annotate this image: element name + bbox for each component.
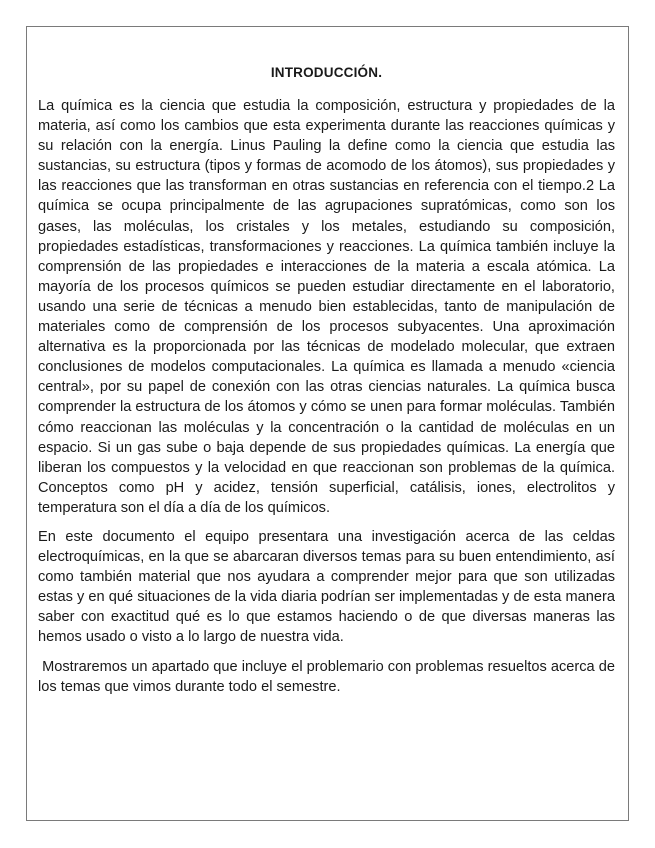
intro-paragraph-1: La química es la ciencia que estudia la composición, estructura y propiedades de la materia, así como los cambios que esta experimenta durante las reacciones químicas y su relación con la energía. Linus Pauling la define como la ciencia que estudia las sustancias, su estructura (tipos y formas de acomodo de los átomos), sus propiedades y las reacciones que las transforman en otras sustancias en referencia con el tiempo.2 La química se ocupa principalmente de las agrupaciones supratómicas, como son los gases, las moléculas, los cristales y los metales, estudiando su composición, propiedades estadísticas, transformaciones y reacciones. La química también incluye la comprensión de las propiedades e interacciones de la materia a escala atómica. La mayoría de los procesos químicos se pueden estudiar directamente en el laboratorio, usando una serie de técnicas a menudo bien establecidas, tanto de manipulación de materiales como de comprensión de los procesos subyacentes. Una aproximación alternativa es la proporcionada por las técnicas de modelado molecular, que extraen conclusiones de modelos computacionales. La química es llamada a menudo «ciencia central», por su papel de conexión con las otras ciencias naturales. La química busca comprender la estructura de los átomos y cómo se unen para formar moléculas. También cómo reaccionan las moléculas y la concentración o la cantidad de moléculas en un espacio. Si un gas sube o baja depende de sus propiedades químicas. La energía que liberan los compuestos y la velocidad en que reaccionan son problemas de la química. Conceptos como pH y acidez, tensión superficial, catálisis, iones, electrolitos y temperatura son el día a día de los químicos. [38, 98, 615, 516]
document-title: INTRODUCCIÓN. [270, 65, 383, 80]
intro-paragraph-3: Mostraremos un apartado que incluye el problemario con problemas resueltos acerca de los temas que vimos durante todo el semestre. [38, 658, 620, 695]
document-body [38, 64, 620, 706]
intro-paragraph-2: En este documento el equipo presentara una investigación acerca de las celdas electroquímicas, en la que se abarcaran diversos temas para su buen entendimiento, así como también material que nos ayudara a comprender mejor para que son utilizadas estas y en qué situaciones de la vida diaria podrían ser implementadas y de esta manera saber con exactitud qué es lo que estamos haciendo o de que diversas maneras las hemos usado o visto a lo largo de nuestra vida. [38, 528, 615, 646]
